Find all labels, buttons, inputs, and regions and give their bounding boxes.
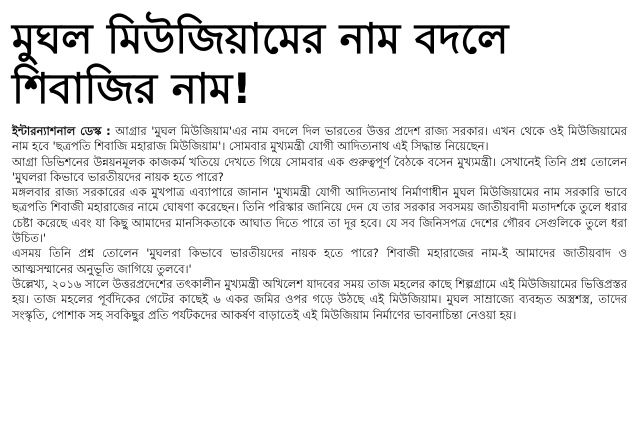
article-paragraph-5: উল্লেখ্য, ২০১৬ সালে উত্তরপ্রদেশের তৎকালীন মুখ্যমন্ত্রী অখিলেশ যাদবের সময় তাজ মহলের কাছে শিল্পগ্রামে এই মিউজিয়ামের ভিত্তিপ্রস্তর হয়। তাজ মহলের পূর্বদিকের গেটের কাছেই ৬ একর জমির ওপর গড়ে উঠছে এই মিউজিয়াম। মুঘল সাম্রাজ্যে ব্যবহৃত অস্ত্রশস্ত্র, তাদের সংস্কৃতি, পোশাক সহ সবকিছুর প্রতি পর্যটকদের আকর্ষণ বাড়াতেই এই মিউজিয়াম নির্মাণের ভাবনাচিন্তা নেওয়া হয়।: [12, 276, 627, 322]
headline-line-2: শিবাজির নাম!: [12, 64, 252, 113]
article-paragraph-2: আগ্রা ডিভিশনের উন্নয়নমূলক কাজকর্ম খতিয়ে দেখতে গিয়ে সোমবার এক গুরুত্বপূর্ণ বৈঠকে বসেন মুখ্যমন্ত্রী। সেখানেই তিনি প্রশ্ন তোলেন 'মুঘলরা কিভাবে ভারতীয়দের নায়ক হতে পারে?: [12, 154, 627, 184]
dateline: ইন্টারন্যাশনাল ডেস্ক :: [12, 124, 111, 138]
article-paragraph-1: [12, 124, 627, 155]
headline-line-1: মুঘল মিউজিয়ামের নাম বদলে: [12, 14, 509, 63]
article-paragraph-3: মঙ্গলবার রাজ্য সরকারের এক মুখপাত্র এব্যাপারে জানান 'মুখ্যমন্ত্রী যোগী আদিত্যনাথ নির্মাণাধীন মুঘল মিউজিয়ামের নাম সরকারি ভাবে ছত্রপতি শিবাজী মহারাজের নামে ঘোষণা করেছেন। তিনি পরিস্কার জানিয়ে দেন যে তার সরকার সবসময় জাতীয়বাদী মতাদর্শকে তুলে ধরার চেষ্টা করেছে এবং যা কিছু আমাদের মানসিকতাকে আঘাত দিতে পারে তা দূর হবে। যে সব জিনিসপত্র দেশের গৌরব সেগুলিকে তুলে ধরা উচিত।': [12, 185, 627, 246]
paragraph-1-text: আগ্রার 'মুঘল মিউজিয়াম'এর নাম বদলে দিল ভারতের উত্তর প্রদেশ রাজ্য সরকার। এখন থেকে ওই মিউজিয়ামের নাম হবে 'ছত্রপতি শিবাজি মহারাজ মিউজিয়াম'। সোমবার মুখ্যমন্ত্রী যোগী আদিত্যনাথ এই সিদ্ধান্ত নিয়েছেন।: [12, 124, 627, 154]
article-paragraph-4: এসময় তিনি প্রশ্ন তোলেন 'মুঘলরা কিভাবে ভারতীয়দের নায়ক হতে পারে? শিবাজী মহারাজের নাম-ই আমাদের জাতীয়বাদ ও আত্মসম্মানের অনুভূতি জাগিয়ে তুলবে।': [12, 246, 627, 276]
headline: [12, 14, 627, 114]
article-body: [12, 124, 627, 323]
